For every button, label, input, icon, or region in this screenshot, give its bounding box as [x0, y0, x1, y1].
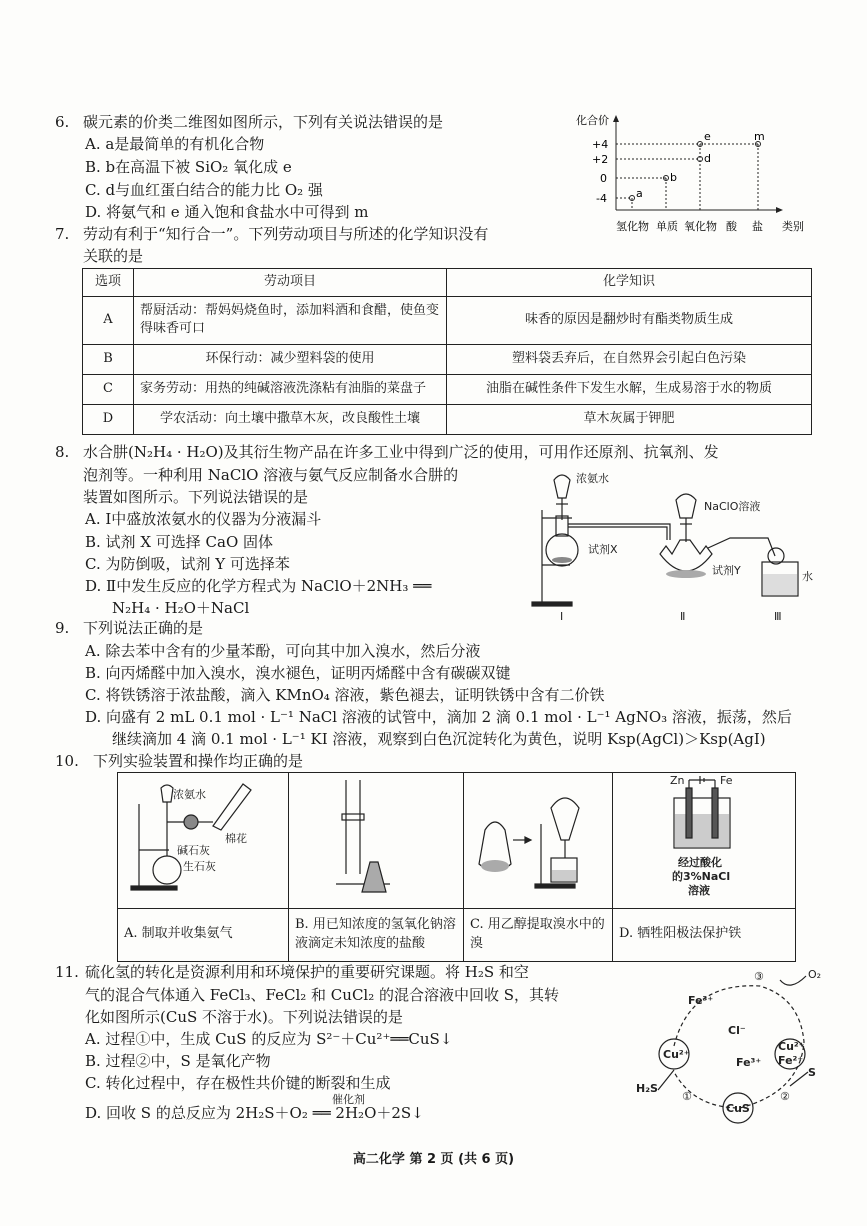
q9-stem — [55, 618, 203, 640]
label-solution: 溶液 — [688, 884, 710, 897]
label-acidified: 经过酸化 — [678, 856, 722, 869]
row-a-option: A — [83, 296, 134, 344]
row-a-chem: 味香的原因是翻炒时有酯类物质生成 — [447, 296, 812, 344]
label-b: b — [670, 171, 677, 184]
q11-catalyst-label: 催化剂 — [332, 1093, 365, 1106]
chart-ylabel: 化合价 — [576, 114, 609, 127]
q10-apparatus-table — [117, 772, 796, 962]
label-zn: Zn — [670, 774, 685, 787]
label-II: Ⅱ — [680, 610, 686, 623]
q7-table — [82, 268, 812, 435]
q6-valence-chart — [576, 110, 816, 240]
stand-base-1 — [532, 602, 572, 606]
label-step2: ② — [780, 1090, 790, 1103]
row-b-labor: 环保行动：减少塑料袋的使用 — [134, 344, 447, 374]
xtick-4: 酸 — [726, 220, 737, 233]
q11-option-c: C. 转化过程中，存在极性共价键的断裂和生成 — [85, 1074, 391, 1092]
apparatus-a — [118, 773, 289, 909]
q11-stem-line3: 化如图所示(CuS 不溶于水)。下列说法错误的是 — [85, 1008, 403, 1026]
q7-stem-line2: 关联的是 — [83, 247, 144, 265]
caption-b: B. 用已知浓度的氢氧化钠溶液滴定未知浓度的盐酸 — [289, 908, 464, 961]
q6-option-c: C. d与血红蛋白结合的能力比 O₂ 强 — [85, 181, 323, 199]
ytick-3: 0 — [600, 172, 607, 185]
label-d: d — [704, 152, 711, 165]
row-d-labor: 学农活动：向土壤中撒草木灰，改良酸性土壤 — [134, 404, 447, 434]
label-m: m — [754, 130, 765, 143]
label-fe3-mid: Fe³⁺ — [736, 1056, 762, 1069]
q7-stem-line1: 劳动有利于“知行合一”。下列劳动项目与所述的化学知识没有 — [83, 225, 489, 243]
text-cu2-right: Cu²⁺ — [778, 1040, 805, 1053]
q7-number: 7. — [55, 225, 70, 243]
q11-cycle-diagram — [630, 962, 830, 1132]
caption-d: D. 牺牲阳极法保护铁 — [613, 908, 796, 961]
q8-option-d: D. Ⅱ中发生反应的化学方程式为 NaClO＋2NH₃ ══ — [85, 577, 432, 595]
label-ammonia: 浓氨水 — [576, 472, 609, 485]
q11-option-a: A. 过程①中，生成 CuS 的反应为 S²⁻＋Cu²⁺══CuS↓ — [85, 1030, 453, 1048]
label-nh3: 浓氨水 — [173, 788, 206, 801]
ytick-1: +4 — [592, 138, 609, 151]
caption-c: C. 用乙醇提取溴水中的溴 — [464, 908, 613, 961]
label-a: a — [636, 187, 643, 200]
q6-option-b: B. b在高温下被 SiO₂ 氧化成 e — [85, 158, 292, 176]
q9-option-a: A. 除去苯中含有的少量苯酚，可向其中加入溴水，然后分液 — [85, 642, 481, 660]
q8-apparatus — [520, 470, 820, 623]
row-d-option: D — [83, 404, 134, 434]
text-cu2-left: Cu²⁺ — [663, 1048, 690, 1061]
xtick-5: 盐 — [752, 220, 763, 233]
label-quicklime: 生石灰 — [183, 860, 216, 873]
q9-option-d-line2: 继续滴加 4 滴 0.1 mol · L⁻¹ KI 溶液，观察到白色沉淀转化为黄色，说明 Ksp(AgCl)＞Ksp(AgI) — [112, 730, 766, 748]
text-cus: CuS — [726, 1102, 750, 1115]
q8-option-c: C. 为防倒吸，试剂 Y 可选择苯 — [85, 555, 290, 573]
q10-number: 10. — [55, 752, 79, 770]
row-b-chem: 塑料袋丢弃后，在自然界会引起白色污染 — [447, 344, 812, 374]
tube-2 — [708, 538, 775, 556]
label-naclo: NaClO溶液 — [704, 500, 761, 513]
q10-stem — [55, 751, 303, 773]
table-header-row — [83, 269, 812, 297]
q8-number: 8. — [55, 443, 70, 461]
row-c-labor: 家务劳动：用热的纯碱溶液洗涤粘有油脂的菜盘子 — [134, 374, 447, 404]
q11-stem-line1: 硫化氢的转化是资源利用和环境保护的重要研究课题。将 H₂S 和空 — [85, 963, 529, 981]
ytick-4: -4 — [596, 192, 607, 205]
q8-option-a: A. Ⅰ中盛放浓氨水的仪器为分液漏斗 — [85, 510, 322, 528]
label-soda-lime: 碱石灰 — [177, 844, 210, 857]
label-reagent-y: 试剂Y — [712, 564, 741, 577]
header-labor: 劳动项目 — [134, 269, 447, 297]
q9-option-c: C. 将铁锈溶于浓盐酸，滴入 KMnO₄ 溶液，紫色褪去，证明铁锈中含有二价铁 — [85, 686, 605, 704]
ytick-2: +2 — [592, 153, 609, 166]
q11-stem-line2: 气的混合气体通入 FeCl₃、FeCl₂ 和 CuCl₂ 的混合溶液中回收 S，其转 — [85, 986, 560, 1004]
table-row — [83, 404, 812, 434]
q10-stem-text: 下列实验装置和操作均正确的是 — [93, 752, 304, 770]
page-footer: 高二化学 第 2 页 (共 6 页) — [352, 1152, 515, 1167]
q8-stem-line1: 水合肼(N₂H₄ · H₂O)及其衍生物产品在许多工业中得到广泛的使用，可用作还原剂、抗氧剂、发 — [83, 443, 719, 461]
q8-stem-line2: 泡剂等。一种利用 NaClO 溶液与氨气反应制备水合肼的 — [83, 466, 459, 484]
q7-stem — [55, 224, 488, 246]
label-step3: ③ — [754, 970, 764, 983]
xtick-1: 氢化物 — [616, 220, 649, 233]
q11-stem — [55, 962, 529, 984]
q11-option-d: D. 回收 S 的总反应为 2H₂S＋O₂ ══ 2H₂O＋2S↓ — [85, 1104, 424, 1122]
label-III: Ⅲ — [774, 610, 782, 623]
header-option: 选项 — [83, 269, 134, 297]
label-h2s: H₂S — [636, 1082, 658, 1095]
apparatus-b — [289, 773, 464, 909]
table-row — [83, 374, 812, 404]
label-nacl-3pct: 的3%NaCl — [672, 870, 731, 883]
table-row — [83, 344, 812, 374]
label-I: Ⅰ — [560, 610, 564, 623]
row-c-option: C — [83, 374, 134, 404]
apparatus-c — [464, 773, 613, 909]
q11-number: 11. — [55, 963, 79, 981]
label-e: e — [704, 130, 711, 143]
row-b-option: B — [83, 344, 134, 374]
separatory-funnel-1 — [554, 475, 570, 498]
caption-a: A. 制取并收集氨气 — [118, 908, 289, 961]
q9-stem-text: 下列说法正确的是 — [83, 619, 204, 637]
apparatus-d — [613, 773, 796, 909]
header-chem: 化学知识 — [447, 269, 812, 297]
q11-option-b: B. 过程②中，S 是氧化产物 — [85, 1052, 271, 1070]
label-o2: O₂ — [808, 968, 822, 981]
label-fe: Fe — [720, 774, 733, 787]
label-cl: Cl⁻ — [728, 1024, 746, 1037]
three-neck-flask — [660, 540, 712, 571]
q9-option-b: B. 向丙烯醛中加入溴水，溴水褪色，证明丙烯醛中含有碳碳双键 — [85, 664, 511, 682]
row-c-chem: 油脂在碱性条件下发生水解，生成易溶于水的物质 — [447, 374, 812, 404]
q6-stem-text: 碳元素的价类二维图如图所示，下列有关说法错误的是 — [83, 113, 444, 131]
q6-option-d: D. 将氨气和 e 通入饱和食盐水中可得到 m — [85, 203, 369, 221]
table-row — [83, 296, 812, 344]
label-water: 水 — [802, 570, 813, 583]
q8-stem — [55, 442, 719, 464]
separatory-funnel-2 — [676, 494, 696, 518]
label-cotton: 棉花 — [225, 832, 247, 845]
label-reagent-x: 试剂X — [588, 543, 618, 556]
label-fe3-top: Fe³⁺ — [688, 994, 714, 1007]
q6-number: 6. — [55, 113, 70, 131]
q9-number: 9. — [55, 619, 70, 637]
chart-points — [630, 142, 761, 201]
q8-option-d-line2: N₂H₄ · H₂O＋NaCl — [112, 599, 250, 617]
text-fe2: Fe²⁺ — [778, 1054, 804, 1067]
q6-stem — [55, 112, 443, 134]
chart-xlabel: 类别 — [782, 220, 804, 233]
q6-option-a: A. a是最简单的有机化合物 — [85, 135, 265, 153]
row-d-chem: 草木灰属于钾肥 — [447, 404, 812, 434]
label-step1: ① — [682, 1090, 692, 1103]
xtick-2: 单质 — [656, 220, 678, 233]
q9-option-d: D. 向盛有 2 mL 0.1 mol · L⁻¹ NaCl 溶液的试管中，滴加 2 滴 0.1 mol · L⁻¹ AgNO₃ 溶液，振荡，然后 — [85, 708, 792, 726]
q8-option-b: B. 试剂 X 可选择 CaO 固体 — [85, 533, 274, 551]
q8-stem-line3: 装置如图所示。下列说法错误的是 — [83, 488, 309, 506]
label-s: S — [808, 1066, 816, 1079]
xtick-3: 氧化物 — [684, 220, 717, 233]
row-a-labor: 帮厨活动：帮妈妈烧鱼时，添加料酒和食醋，使鱼变得味香可口 — [134, 296, 447, 344]
